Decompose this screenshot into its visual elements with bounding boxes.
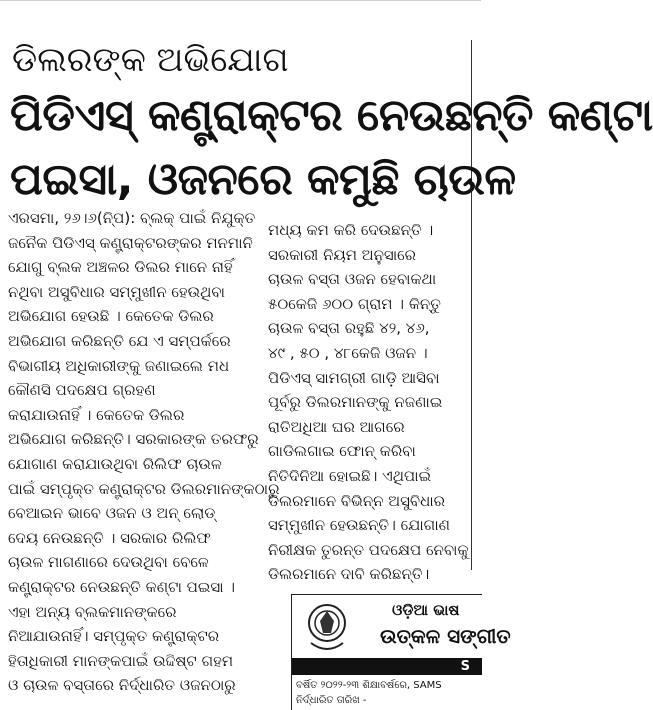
body-line: ଦେୟ ନେଉଛନ୍ତି । ସରକାର ରିଲିଫ [8,528,211,547]
body-line: ବିଭାଗୀୟ ଅଧିକାରୀଙ୍କୁ ଜଣାଇଲେ ମଧ [8,356,230,375]
body-line: ଚାଉଳ ମାଗଣାରେ ଦେଉଥିବା ବେଳେ [8,553,209,572]
article-column-1 [8,206,280,698]
advertisement-heading: ଓଡ଼ିଆ ଭାଷ [392,601,460,619]
body-line: ଓ ଚାଉଳ ବସ୍ତାରେ ନିର୍ଦ୍ଧାରିତ ଓଜନଠାରୁ [8,676,236,695]
headline-line-1: ପିଡିଏସ୍ କଣ୍ଟ୍ରାକ୍ଟର ନେଉଛନ୍ତି କଣ୍ଟା [10,90,653,141]
government-emblem-icon [302,599,352,655]
article-column-2 [268,218,469,587]
body-line: ୪୯ , ୫୦ , ୪୮କେଜି ଓଜନ । [268,343,428,362]
advertisement-text-line: ନିର୍ଦ୍ଧାରିତ ତାରିଖ - [296,695,367,706]
body-line: ବେଆଇନ ଭାବେ ଓଜନ ଓ ଅନ୍ ଲୋଡ୍ [8,504,216,523]
advertisement-box [291,594,511,710]
body-line: ପାଇଁ ସମ୍ପୃକ୍ତ କଣ୍ଟ୍ରାକ୍ଟର ଡିଲରମାନଙ୍କଠାରୁ [8,479,280,498]
body-line: ନିରୀକ୍ଷକ ତୁରନ୍ତ ପଦକ୍ଷେପ ନେବାକୁ [268,540,469,559]
body-line: ନିତିଦିନିଆ ହୋଇଛି। ଏଥିପାଇଁ [268,466,432,485]
body-line: ଚାଉଳ ବସ୍ତା ଓଜନ ହେବାକଥା [268,270,437,289]
body-line: ପୂର୍ବରୁ ଡିଲରମାନଙ୍କୁ ନଜଣାଇ [268,393,443,412]
body-line: ଜନୈକ ପିଡିଏସ୍ କଣ୍ଟ୍ରାକ୍ଟରଙ୍କର ମନମାନି [8,233,253,252]
body-line: ଗାଡିଲଗାଇ ଫୋନ୍ କରିବା [268,442,416,461]
headline-kicker: ଡିଲରଙ୍କ ଅଭିଯୋଗ [12,40,289,80]
body-line: ଅଭିଯୋଗ କରିଛନ୍ତି ଯେ ଏ ସମ୍ପର୍କରେ [8,331,231,350]
headline-line-2: ପଇସା, ଓଜନରେ କମୁଛି ଚାଉଳ [10,154,516,205]
body-line: କରାଯାଉନାହିଁ । କେତେକ ଡିଲର [8,405,185,424]
body-line: ସରକାରୀ ନିୟମ ଅନୁସାରେ [268,245,417,264]
body-line: କଣ୍ଟ୍ରାକ୍ଟର ନେଉଛନ୍ତି କଣ୍ଟା ପଇସା । [8,577,236,596]
body-line: କୌଣସି ପଦକ୍ଷେପ ଗ୍ରହଣ [8,381,156,400]
body-line: ରାତିଅଧିଆ ଘର ଆଗରେ [268,417,405,436]
body-line: ମଧ୍ୟ କମ କରି ଦେଉଛନ୍ତି । [268,221,434,239]
body-line: ସମ୍ମୁଖୀନ ହେଉଛନ୍ତି। ଯୋଗାଣ [268,516,450,535]
body-line: ଯୋଗାଣ କରାଯାଉଥିବା ରିଲିଫ ଚାଉଳ [8,454,222,473]
body-line: ଏରସମା, ୨୬।୬(ନି୍ପ): ବ୍ଲକ୍ ପାଇଁ ନିଯୁକ୍ତ [8,209,256,227]
body-line: ଏହା ଅନ୍ୟ ବ୍ଲକମାନଙ୍କରେ [8,602,177,621]
body-line: ପିଡିଏସ୍ ସାମଗ୍ରୀ ଗାଡ଼ି ଆସିବା [268,368,440,387]
advertisement-banner-bar [292,658,482,675]
advertisement-banner-label: S [460,659,470,674]
body-line: ଅଭିଯୋଗ ହେଉଛି । କେତେକ ଡିଲର [8,307,214,326]
body-line: ଡିଲରମାନେ ଦାବି କରିଛନ୍ତି। [268,565,430,584]
body-line: ନିଆଯାଉନାହିଁ। ସମ୍ପୃକ୍ତ କଣ୍ଟ୍ରାକ୍ଟର [8,627,220,646]
body-line: ୫୦କେଜି ୬୦୦ ଗ୍ରାମ । କିନ୍ତୁ [268,294,441,313]
advertisement-title: ଉତ୍କଳ ସଙ୍ଗୀତ [380,624,511,648]
advertisement-text-line: ବର୍ଷିତ ୨୦୨୨-୨୩ ଶିକ୍ଷାବର୍ଷରେ, SAMS [296,680,442,691]
top-rule [0,0,481,1]
body-line: ଅଭିଯୋଗ କରିଛନ୍ତି। ସରକାରଙ୍କ ତରଫରୁ [8,430,259,449]
body-line: ନଥିବା ଅସୁବିଧାର ସମ୍ମୁଖୀନ ହେଉଥିବା [8,282,225,301]
body-line: ଚାଉଳ ବସ୍ତା ରହୁଛି ୪୨, ୪୬, [268,319,430,338]
body-line: ଡିଲରମାନେ ବିଭିନ୍ନ ଅସୁବିଧାର [268,491,446,510]
body-line: ହିତାଧିକାରୀ ମାନଙ୍କପାଇଁ ଉଦ୍ଦିଷ୍ଟ ଗହମ [8,651,234,670]
body-line: ଯୋଗୁ ବ୍ଲକ ଅଞ୍ଚଳର ଡିଲର ମାନେ ନାହିଁ [8,258,233,277]
